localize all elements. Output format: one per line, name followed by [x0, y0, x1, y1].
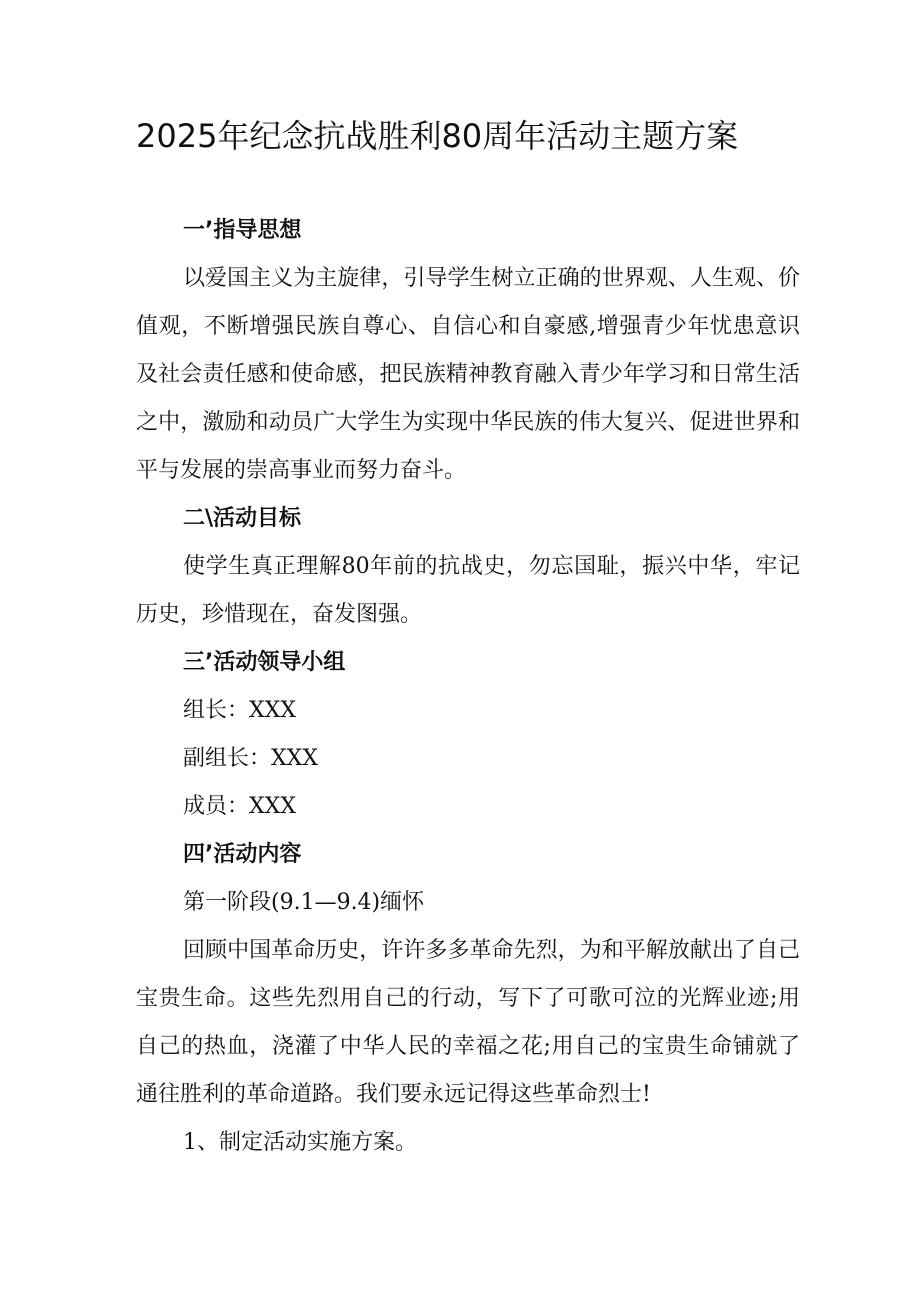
leader-line: 组长：XXX — [183, 698, 296, 723]
section-heading-activity-goals: 二\活动目标 — [183, 506, 302, 531]
document-body — [136, 207, 800, 1167]
section-heading-guiding-ideology: 一’指导思想 — [183, 218, 302, 243]
phase-one-line: 第一阶段(9.1—9.4)缅怀 — [183, 890, 425, 915]
members-line: 成员：XXX — [183, 794, 296, 819]
deputy-leader-line: 副组长：XXX — [183, 746, 318, 771]
document-title: 2025年纪念抗战胜利80周年活动主题方案 — [136, 117, 739, 155]
list-item-1: 1、制定活动实施方案。 — [183, 1130, 417, 1155]
paragraph-guiding-ideology: 以爱国主义为主旋律，引导学生树立正确的世界观、人生观、价值观，不断增强民族自尊心、自信心和自豪感,增强青少年忧患意识及社会责任感和使命感，把民族精神教育融入青少年学习和日常生活之中，激励和动员广大学生为实现中华民族的伟大复兴、促进世界和平与发展的崇高事业而努力奋斗。 — [136, 266, 800, 483]
section-heading-leadership-group: 三’活动领导小组 — [183, 650, 346, 675]
section-heading-activity-content: 四’活动内容 — [183, 842, 302, 867]
paragraph-phase-one: 回顾中国革命历史，许许多多革命先烈，为和平解放献出了自己宝贵生命。这些先烈用自己的行动，写下了可歌可泣的光辉业迹;用自己的热血，浇灌了中华人民的幸福之花;用自己的宝贵生命铺就了通往胜利的革命道路。我们要永远记得这些革命烈士! — [136, 938, 800, 1107]
paragraph-activity-goals: 使学生真正理解80年前的抗战史，勿忘国耻，振兴中华，牢记历史，珍惜现在，奋发图强。 — [136, 554, 800, 627]
